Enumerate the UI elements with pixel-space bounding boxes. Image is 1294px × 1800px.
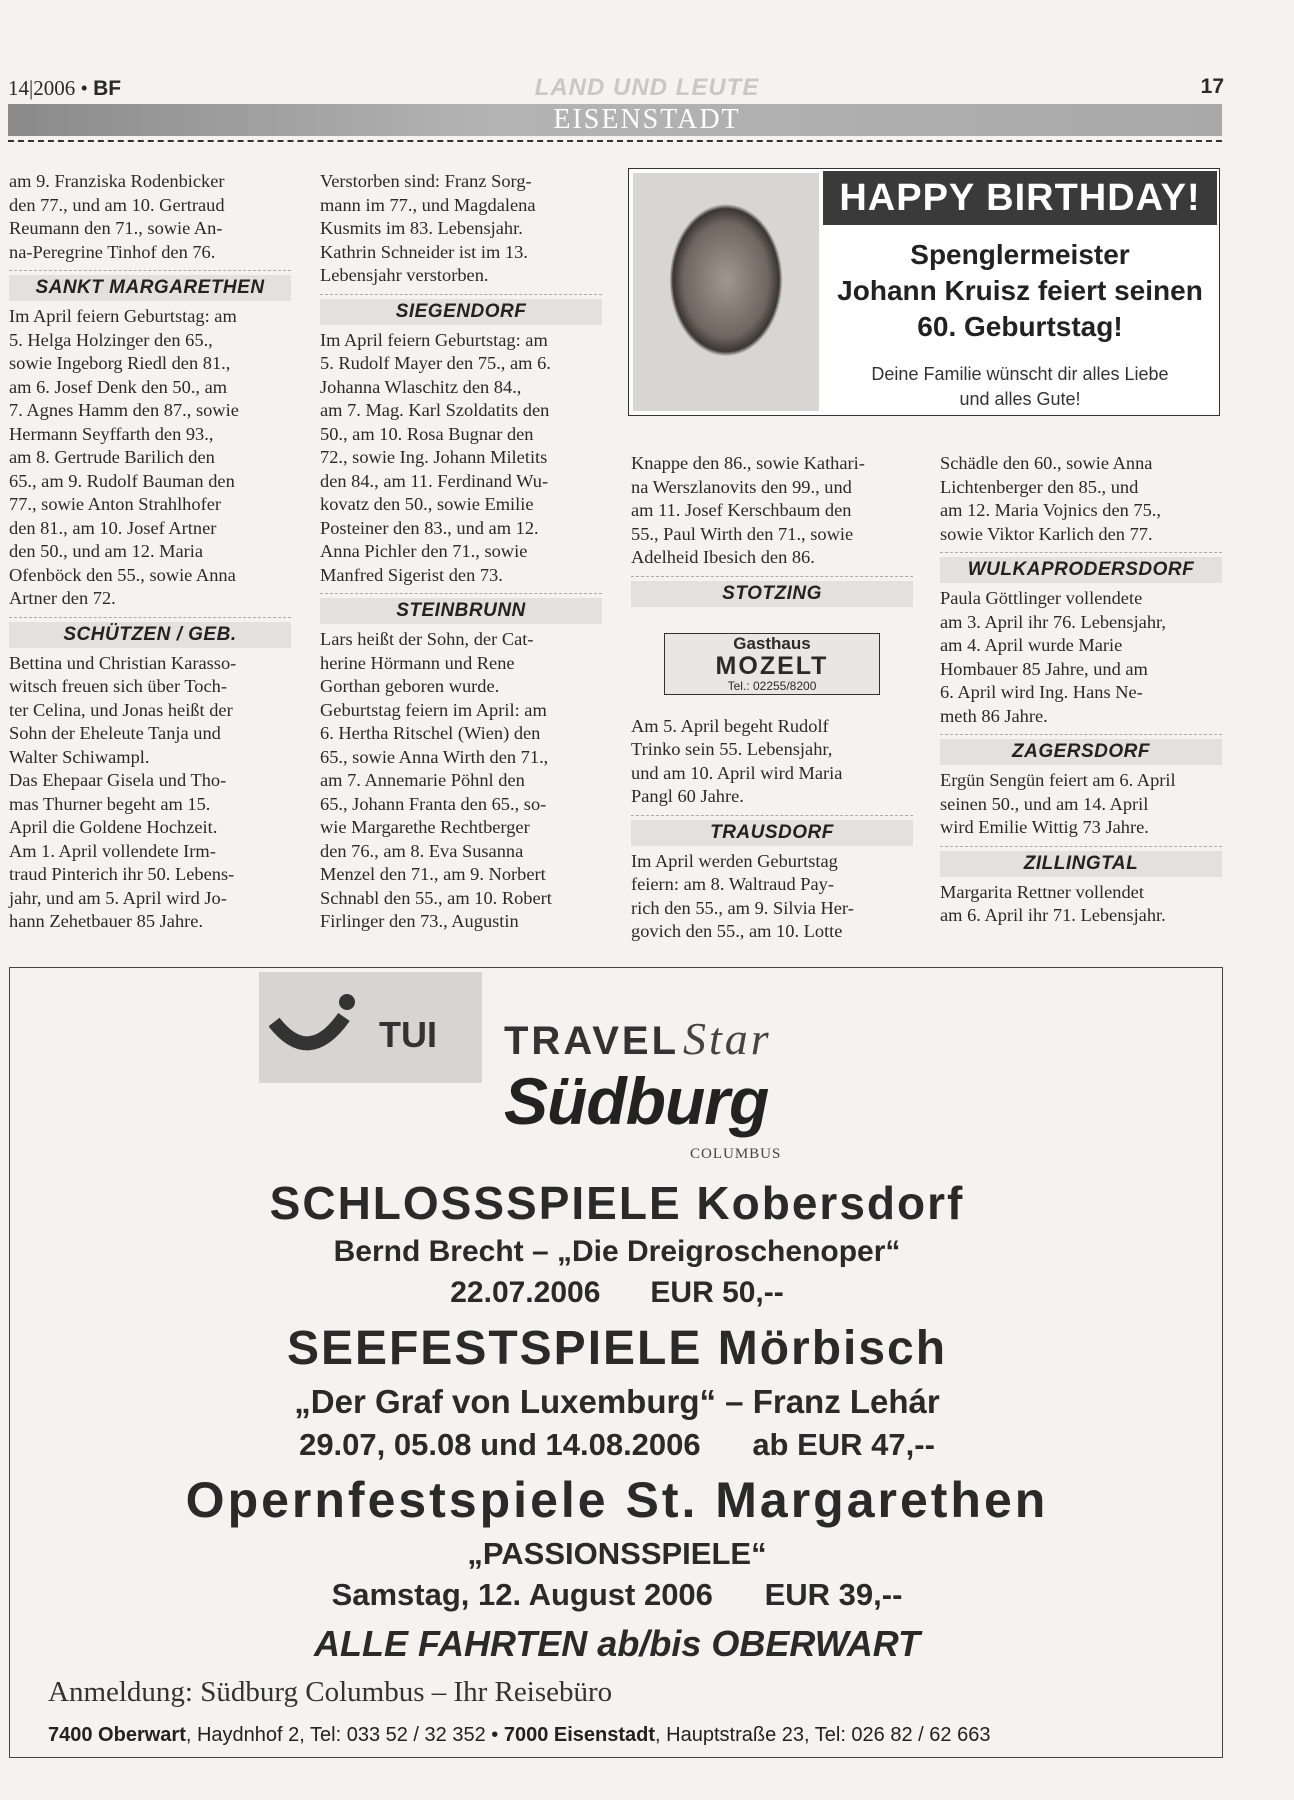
text-line: 65., Johann Franta den 65., so- — [320, 793, 547, 814]
text-line: Hombauer 85 Jahre, und am — [940, 658, 1148, 679]
text-line: rich den 55., am 9. Silvia Her- — [631, 897, 854, 918]
tui-text: TUI — [379, 1014, 437, 1055]
text-line: 6. April wird Ing. Hans Ne- — [940, 682, 1143, 702]
section-heading — [320, 593, 602, 624]
heading-text: ZILLINGTAL — [940, 851, 1222, 877]
text-line: Verstorben sind: Franz Sorg- — [320, 171, 532, 191]
publication: BF — [93, 77, 122, 100]
mozelt-line1: Gasthaus — [733, 634, 811, 653]
section-heading — [940, 734, 1222, 765]
tui-logo — [259, 972, 482, 1083]
page-number: 17 — [1200, 75, 1224, 98]
heading-text: STEINBRUNN — [320, 598, 602, 624]
text-line: am 4. April wurde Marie — [940, 635, 1123, 655]
section-heading — [940, 846, 1222, 877]
text-line: 65., sowie Anna Wirth den 71., — [320, 746, 549, 767]
birthday-ad — [628, 168, 1220, 416]
section-heading — [631, 815, 913, 846]
heading-text: TRAUSDORF — [631, 820, 913, 846]
text-line: wie Margarethe Rechtberger — [320, 817, 530, 837]
text-line: 5. Rudolf Mayer den 75., am 6. — [320, 353, 551, 373]
text-line: na-Peregrine Tinhof den 76. — [9, 241, 216, 262]
text-line: am 11. Josef Kerschbaum den — [631, 500, 852, 520]
text-line: Im April feiern Geburtstag: am — [9, 306, 237, 326]
text-line: am 7. Mag. Karl Szoldatits den — [320, 400, 550, 420]
column-2 — [320, 170, 602, 934]
birthday-title: HAPPY BIRTHDAY! — [823, 171, 1217, 225]
text-line: wird Emilie Wittig 73 Jahre. — [940, 817, 1149, 837]
text-line: am 6. April ihr 71. Lebensjahr. — [940, 905, 1166, 925]
text-line: April die Goldene Hochzeit. — [9, 817, 218, 837]
text-line: mann im 77., und Magdalena — [320, 194, 536, 215]
text-line: 55., Paul Wirth den 71., sowie — [631, 523, 854, 544]
birthday-line: Johann Kruisz feiert seinen — [837, 275, 1203, 306]
heading-text: SANKT MARGARETHEN — [9, 275, 291, 301]
text-line: seinen 50., und am 14. April — [940, 793, 1149, 814]
text-line: Kusmits im 83. Lebensjahr. — [320, 218, 523, 238]
travelstar-logo — [504, 1012, 772, 1065]
text-line: Kathrin Schneider ist im 13. — [320, 241, 528, 262]
ad-event-title: SEEFESTSPIELE Mörbisch — [286, 1322, 948, 1375]
text-line: Schädle den 60., sowie Anna — [940, 453, 1153, 473]
text-line: Adelheid Ibesich den 86. — [631, 547, 815, 567]
text-line: Sohn der Eheleute Tanja und — [9, 723, 221, 743]
text-line: mas Thurner begeht am 15. — [9, 793, 211, 814]
columbus-text: COLUMBUS — [690, 1146, 782, 1162]
text-line: den 76., am 8. Eva Susanna — [320, 840, 524, 861]
column-1 — [9, 170, 291, 934]
text-line: traud Pinterich ihr 50. Lebens- — [9, 864, 235, 884]
ad-event-title: Opernfestspiele St. Margarethen — [185, 1472, 1049, 1528]
text-line: 77., sowie Anton Strahlhofer — [9, 494, 221, 514]
travel-text: TRAVEL — [504, 1019, 680, 1063]
text-line: am 12. Maria Vojnics den 75., — [940, 500, 1162, 520]
section-heading — [631, 576, 913, 607]
heading-text: WULKAPRODERSDORF — [940, 557, 1222, 583]
text-line: ter Celina, und Jonas heißt der — [9, 699, 233, 720]
ad-departure: ALLE FAHRTEN ab/bis OBERWART — [313, 1623, 921, 1664]
text-line: den 50., und am 12. Maria — [9, 541, 204, 561]
text-line: Gorthan geboren wurde. — [320, 676, 500, 696]
birthday-line: Spenglermeister — [910, 239, 1130, 270]
divider — [8, 140, 1222, 142]
text-line: 6. Hertha Ritschel (Wien) den — [320, 723, 541, 743]
text-line: Geburtstag feiern im April: am — [320, 699, 547, 720]
section-heading — [940, 552, 1222, 583]
section-heading — [320, 294, 602, 325]
text-line: Reumann den 71., sowie An- — [9, 218, 223, 238]
text-line: am 6. Josef Denk den 50., am — [9, 376, 228, 397]
ad-addresses — [48, 1724, 990, 1747]
address-city: 7400 Oberwart — [48, 1724, 186, 1746]
issue-number: 14|2006 • — [8, 76, 88, 100]
text-line: Posteiner den 83., und am 12. — [320, 517, 539, 538]
text-line: Manfred Sigerist den 73. — [320, 564, 503, 585]
text-line: Artner den 72. — [9, 588, 116, 608]
mozelt-tel: Tel.: 02255/8200 — [727, 679, 817, 693]
text-line: Lebensjahr verstorben. — [320, 265, 489, 285]
text-line: Knappe den 86., sowie Kathari- — [631, 453, 865, 473]
birthday-message: und alles Gute! — [959, 389, 1081, 409]
text-line: Am 5. April begeht Rudolf — [631, 715, 829, 736]
address-detail: , Haydnhof 2, Tel: 033 52 / 32 352 • — [185, 1724, 504, 1746]
text-line: Im April feiern Geburtstag: am — [320, 329, 548, 350]
ad-event-date: 22.07.2006 EUR 50,-- — [450, 1276, 784, 1309]
text-line: Bettina und Christian Karasso- — [9, 652, 237, 673]
text-line: feiern: am 8. Waltraud Pay- — [631, 874, 834, 894]
text-line: den 77., und am 10. Gertraud — [9, 194, 225, 215]
text-line: den 84., am 11. Ferdinand Wu- — [320, 470, 549, 491]
text-line: meth 86 Jahre. — [940, 705, 1048, 726]
text-line: den 81., am 10. Josef Artner — [9, 517, 217, 538]
text-line: Menzel den 71., am 9. Norbert — [320, 864, 546, 884]
travel-ad — [9, 967, 1223, 1758]
birthday-line: 60. Geburtstag! — [917, 311, 1123, 342]
ad-registration: Anmeldung: Südburg Columbus – Ihr Reisebüro — [48, 1676, 613, 1708]
mozelt-ad — [664, 633, 880, 695]
address-detail: , Hauptstraße 23, Tel: 026 82 / 62 663 — [655, 1724, 991, 1746]
text-line: Das Ehepaar Gisela und Tho- — [9, 770, 227, 790]
section-heading — [9, 617, 291, 648]
ad-event-detail: „PASSIONSSPIELE“ — [467, 1536, 767, 1571]
text-line: 65., am 9. Rudolf Bauman den — [9, 470, 235, 491]
heading-text: ZAGERSDORF — [940, 739, 1222, 765]
text-line: kovatz den 50., sowie Emilie — [320, 494, 534, 514]
text-line: Firlinger den 73., Augustin — [320, 911, 519, 931]
column-3 — [631, 452, 913, 944]
heading-text: SCHÜTZEN / GEB. — [9, 622, 291, 648]
text-line: Ergün Sengün feiert am 6. April — [940, 770, 1176, 790]
ad-event-date: Samstag, 12. August 2006 EUR 39,-- — [331, 1577, 903, 1612]
text-line: Am 1. April vollendete Irm- — [9, 840, 216, 861]
address-city: 7000 Eisenstadt — [503, 1724, 656, 1746]
text-line: hann Zehetbauer 85 Jahre. — [9, 911, 204, 931]
text-line: Johanna Wlaschitz den 84., — [320, 376, 522, 397]
sudburg-logo: Südburg — [504, 1064, 769, 1138]
text-line: Lichtenberger den 85., und — [940, 476, 1139, 497]
text-line: witsch freuen sich über Toch- — [9, 676, 227, 696]
text-line: jahr, und am 5. April wird Jo- — [9, 887, 227, 908]
heading-text: SIEGENDORF — [320, 299, 602, 325]
text-line: Anna Pichler den 71., sowie — [320, 541, 528, 561]
text-line: am 3. April ihr 76. Lebensjahr, — [940, 611, 1167, 632]
text-line: Trinko sein 55. Lebensjahr, — [631, 739, 833, 759]
text-line: 72., sowie Ing. Johann Miletits — [320, 447, 548, 467]
ad-event-detail: Bernd Brecht – „Die Dreigroschenoper“ — [333, 1235, 901, 1268]
region-title: EISENSTADT — [553, 104, 741, 135]
text-line: sowie Viktor Karlich den 77. — [940, 523, 1153, 544]
text-line: Pangl 60 Jahre. — [631, 786, 744, 806]
mozelt-name: MOZELT — [715, 652, 829, 680]
text-line: Paula Göttlinger vollendete — [940, 588, 1143, 608]
text-line: na Werszlanovits den 99., und — [631, 476, 852, 497]
text-line: herine Hörmann und Rene — [320, 652, 515, 673]
portrait-photo — [633, 173, 819, 411]
section-title: LAND UND LEUTE — [534, 74, 760, 101]
text-line: Walter Schiwampl. — [9, 746, 150, 767]
text-line: govich den 55., am 10. Lotte — [631, 921, 843, 941]
text-line: 50., am 10. Rosa Bugnar den — [320, 423, 534, 444]
text-line: Schnabl den 55., am 10. Robert — [320, 887, 552, 908]
text-line: und am 10. April wird Maria — [631, 762, 843, 783]
text-line: am 9. Franziska Rodenbicker — [9, 171, 225, 191]
text-line: 5. Helga Holzinger den 65., — [9, 329, 213, 350]
birthday-message: Deine Familie wünscht dir alles Liebe — [871, 364, 1169, 384]
section-heading — [9, 270, 291, 301]
text-line: Margarita Rettner vollendet — [940, 881, 1144, 902]
text-line: 7. Agnes Hamm den 87., sowie — [9, 400, 239, 420]
text-line: Lars heißt der Sohn, der Cat- — [320, 629, 534, 649]
star-text: Star — [683, 1013, 772, 1064]
text-line: Hermann Seyffarth den 93., — [9, 423, 214, 444]
ad-event-title: SCHLOSSSPIELE Kobersdorf — [269, 1177, 965, 1229]
ad-event-detail: „Der Graf von Luxemburg“ – Franz Lehár — [294, 1383, 940, 1420]
tui-smile-icon — [269, 992, 359, 1072]
column-4 — [940, 452, 1222, 928]
text-line: am 7. Annemarie Pöhnl den — [320, 770, 525, 790]
text-line: Ofenböck den 55., sowie Anna — [9, 564, 236, 585]
text-line: am 8. Gertrude Barilich den — [9, 447, 215, 467]
ad-event-date: 29.07, 05.08 und 14.08.2006 ab EUR 47,-- — [299, 1427, 935, 1462]
heading-text: STOTZING — [631, 581, 913, 607]
text-line: sowie Ingeborg Riedl den 81., — [9, 353, 231, 373]
text-line: Im April werden Geburtstag — [631, 850, 838, 871]
